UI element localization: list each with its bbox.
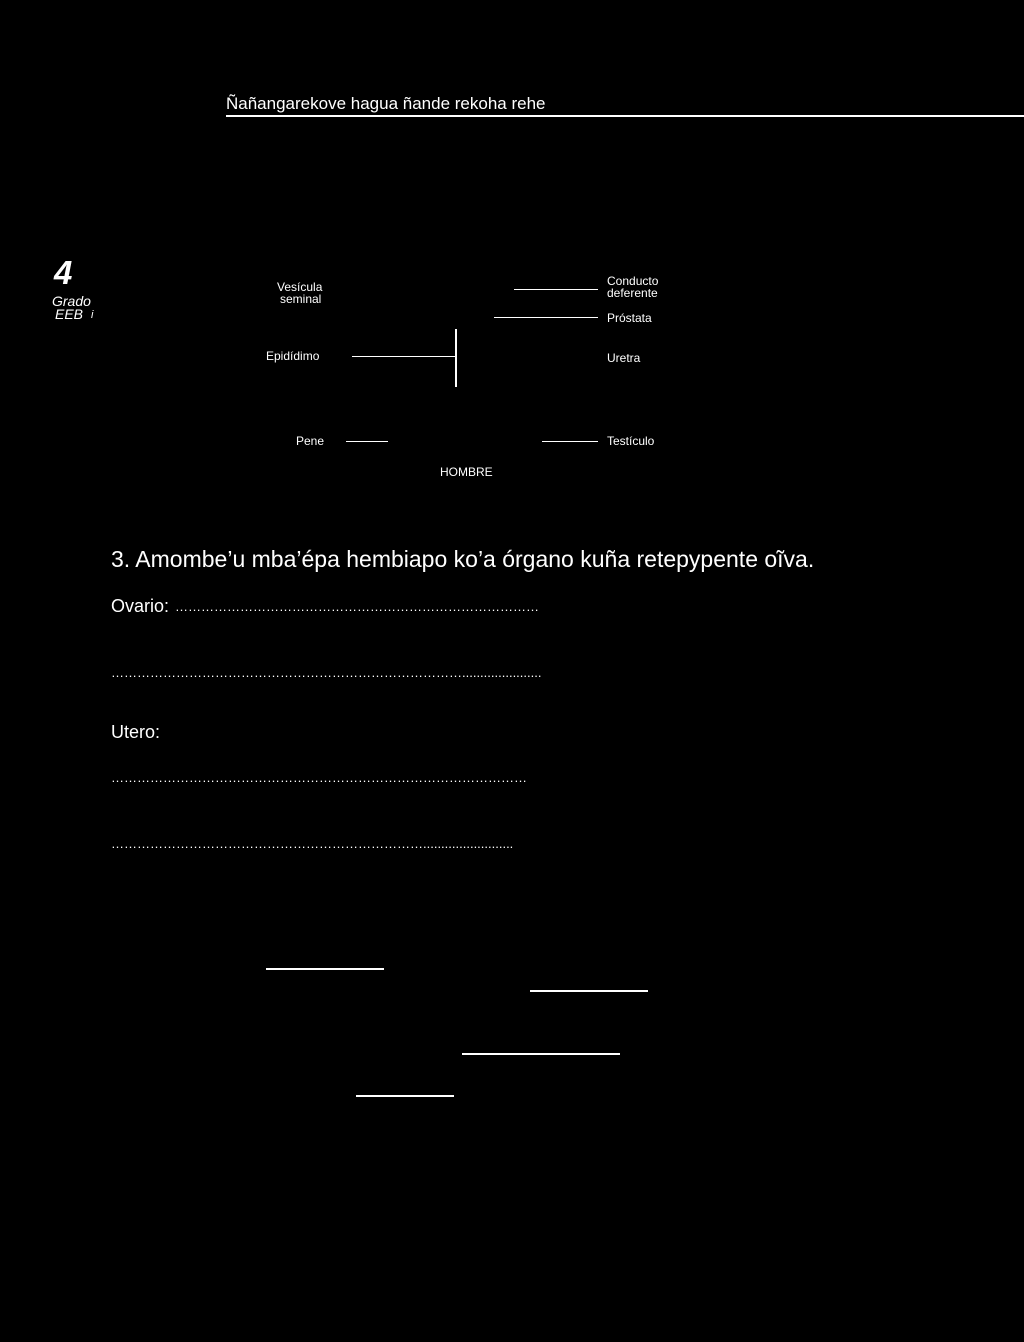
diagram-caption: HOMBRE <box>440 465 493 479</box>
ovario-answer-line-1[interactable]: ………………………………………………………………………… <box>175 599 539 614</box>
label-vesicula-line2: seminal <box>280 292 322 306</box>
header-rule <box>226 115 1024 117</box>
leader-line-testiculo <box>542 441 598 442</box>
leader-line-prostata <box>494 317 598 318</box>
label-prostata: Próstata <box>607 311 652 325</box>
utero-answer-line-1[interactable]: …………………………………………………………………………………… <box>111 770 527 785</box>
label-conducto-line1: Conducto <box>607 274 659 288</box>
leader-line-epididimo <box>352 356 456 357</box>
diagram-vertical-marker <box>455 329 457 387</box>
question-title: 3. Amombe’u mba’épa hembiapo ko’a órgano kuña retepypente oĩva. <box>111 546 815 572</box>
ovario-answer-line-2[interactable]: ………………………………………………………………………...................... <box>111 665 542 680</box>
leader-line-pene <box>346 441 388 442</box>
label-uretra: Uretra <box>607 351 641 365</box>
label-epididimo: Epidídimo <box>266 349 320 363</box>
leader-line-conducto <box>514 289 598 290</box>
grade-tick-mark: i <box>91 309 94 321</box>
leader-line-lower-4 <box>356 1095 454 1097</box>
label-conducto-line2: deferente <box>607 286 658 300</box>
leader-line-lower-2 <box>530 990 648 992</box>
utero-label: Utero: <box>111 722 161 742</box>
label-pene: Pene <box>296 434 325 448</box>
grade-label: Grado <box>52 293 91 309</box>
utero-answer-line-2[interactable]: ………………………………………………………………......................... <box>111 836 514 851</box>
ovario-label: Ovario: <box>111 596 170 616</box>
label-testiculo: Testículo <box>607 434 655 448</box>
leader-line-lower-1 <box>266 968 384 970</box>
grade-number: 4 <box>54 254 73 291</box>
page-header-title: Ñañangarekove hagua ñande rekoha rehe <box>226 94 546 113</box>
leader-line-lower-3 <box>462 1053 620 1055</box>
grade-level: EEB <box>55 306 84 322</box>
label-vesicula-line1: Vesícula <box>277 280 323 294</box>
